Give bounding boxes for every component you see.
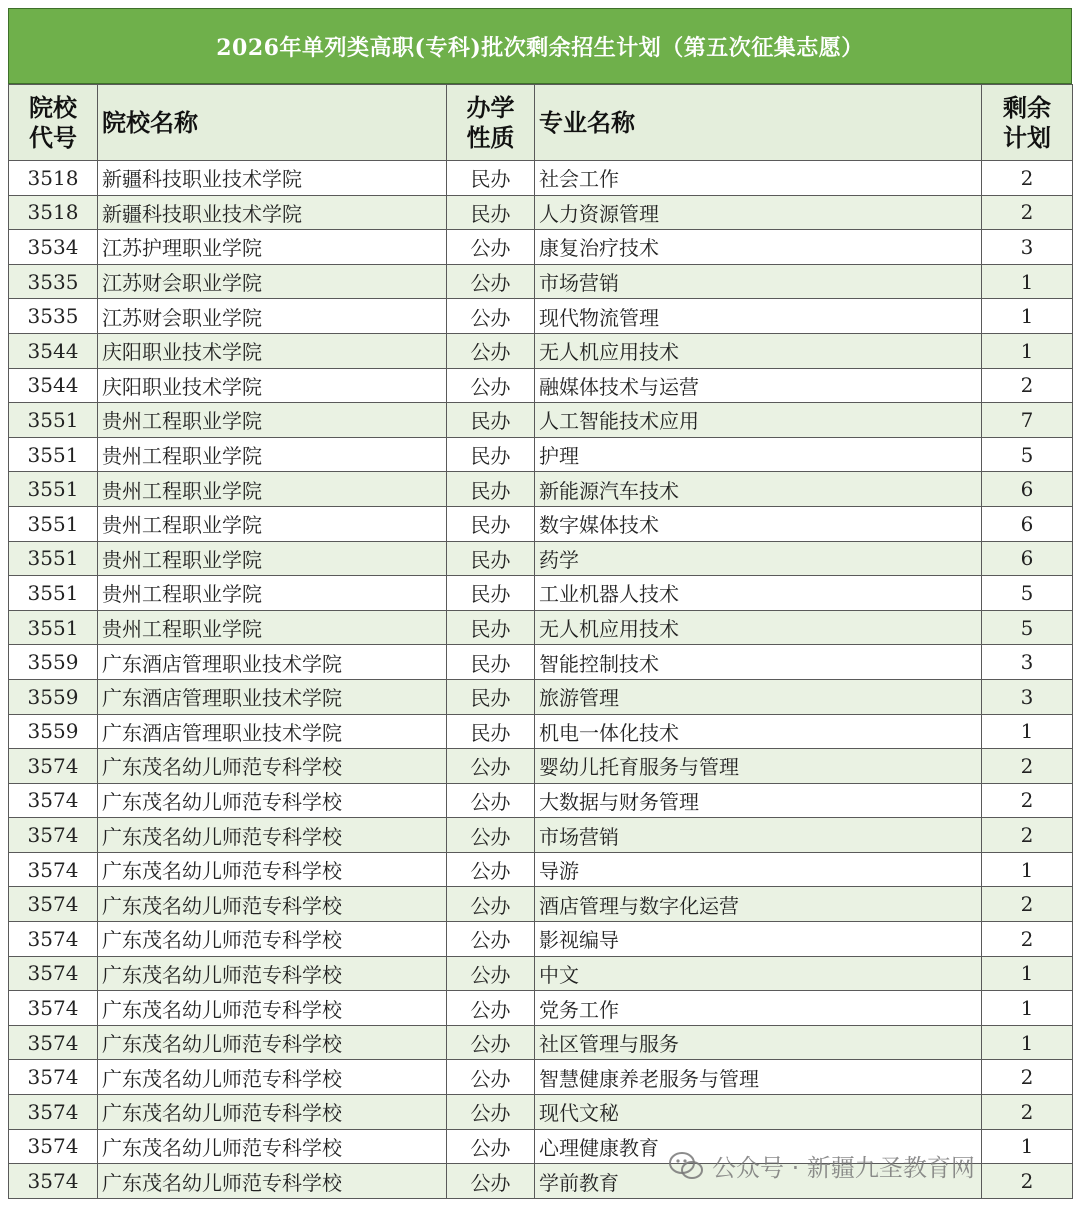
table-row	[9, 264, 1073, 299]
table-row	[9, 195, 1073, 230]
table-row	[9, 506, 1073, 541]
cell-type: 公办	[447, 852, 535, 887]
cell-major: 人力资源管理	[535, 195, 982, 230]
cell-code: 3551	[9, 576, 98, 611]
table-body	[9, 161, 1073, 1199]
table-row	[9, 852, 1073, 887]
cell-code: 3574	[9, 991, 98, 1026]
table-row	[9, 887, 1073, 922]
cell-remaining: 1	[982, 333, 1073, 368]
cell-type: 民办	[447, 506, 535, 541]
cell-code: 3544	[9, 333, 98, 368]
cell-name: 贵州工程职业学院	[98, 403, 447, 438]
cell-name: 广东茂名幼儿师范专科学校	[98, 1164, 447, 1199]
cell-type: 公办	[447, 1025, 535, 1060]
cell-name: 广东茂名幼儿师范专科学校	[98, 818, 447, 853]
cell-major: 大数据与财务管理	[535, 783, 982, 818]
cell-remaining: 6	[982, 541, 1073, 576]
cell-code: 3574	[9, 1129, 98, 1164]
cell-type: 公办	[447, 991, 535, 1026]
cell-remaining: 2	[982, 161, 1073, 196]
cell-code: 3559	[9, 679, 98, 714]
cell-major: 工业机器人技术	[535, 576, 982, 611]
table-row	[9, 1025, 1073, 1060]
cell-type: 民办	[447, 195, 535, 230]
cell-remaining: 6	[982, 506, 1073, 541]
cell-code: 3574	[9, 783, 98, 818]
cell-name: 江苏护理职业学院	[98, 230, 447, 265]
cell-code: 3574	[9, 956, 98, 991]
cell-name: 广东茂名幼儿师范专科学校	[98, 783, 447, 818]
cell-remaining: 1	[982, 264, 1073, 299]
cell-remaining: 2	[982, 922, 1073, 957]
cell-code: 3574	[9, 818, 98, 853]
cell-code: 3551	[9, 610, 98, 645]
header-remaining	[982, 85, 1073, 161]
cell-remaining: 3	[982, 679, 1073, 714]
cell-remaining: 2	[982, 195, 1073, 230]
cell-name: 广东茂名幼儿师范专科学校	[98, 991, 447, 1026]
cell-code: 3574	[9, 852, 98, 887]
cell-remaining: 2	[982, 783, 1073, 818]
cell-code: 3551	[9, 472, 98, 507]
cell-code: 3574	[9, 1164, 98, 1199]
cell-major: 智慧健康养老服务与管理	[535, 1060, 982, 1095]
cell-remaining: 5	[982, 610, 1073, 645]
cell-major: 市场营销	[535, 264, 982, 299]
cell-major: 无人机应用技术	[535, 610, 982, 645]
cell-code: 3574	[9, 1025, 98, 1060]
table-row	[9, 576, 1073, 611]
cell-name: 广东茂名幼儿师范专科学校	[98, 887, 447, 922]
cell-remaining: 2	[982, 368, 1073, 403]
watermark-text: 公众号 · 新疆九圣教育网	[712, 1154, 975, 1182]
cell-remaining: 2	[982, 1060, 1073, 1095]
cell-type: 公办	[447, 264, 535, 299]
cell-code: 3574	[9, 922, 98, 957]
cell-remaining: 1	[982, 714, 1073, 749]
cell-major: 无人机应用技术	[535, 333, 982, 368]
table-row	[9, 333, 1073, 368]
header-type	[447, 85, 535, 161]
header-code-line1: 院校	[29, 92, 77, 122]
table-row	[9, 472, 1073, 507]
cell-type: 公办	[447, 1164, 535, 1199]
cell-type: 民办	[447, 403, 535, 438]
cell-remaining: 1	[982, 991, 1073, 1026]
cell-code: 3518	[9, 161, 98, 196]
cell-major: 旅游管理	[535, 679, 982, 714]
cell-code: 3518	[9, 195, 98, 230]
cell-code: 3559	[9, 714, 98, 749]
cell-major: 融媒体技术与运营	[535, 368, 982, 403]
cell-name: 广东茂名幼儿师范专科学校	[98, 852, 447, 887]
cell-type: 民办	[447, 541, 535, 576]
cell-major: 现代文秘	[535, 1095, 982, 1130]
cell-name: 广东茂名幼儿师范专科学校	[98, 922, 447, 957]
table-title: 2026年单列类高职(专科)批次剩余招生计划（第五次征集志愿）	[8, 8, 1072, 84]
cell-code: 3535	[9, 264, 98, 299]
cell-remaining: 7	[982, 403, 1073, 438]
table-row	[9, 299, 1073, 334]
cell-type: 公办	[447, 1060, 535, 1095]
cell-remaining: 1	[982, 956, 1073, 991]
table-row	[9, 714, 1073, 749]
cell-major: 导游	[535, 852, 982, 887]
header-name: 院校名称	[98, 85, 447, 161]
table-row	[9, 1164, 1073, 1199]
cell-type: 民办	[447, 714, 535, 749]
header-code	[9, 85, 98, 161]
table-row	[9, 922, 1073, 957]
cell-major: 心理健康教育	[535, 1129, 982, 1164]
cell-remaining: 1	[982, 852, 1073, 887]
cell-type: 公办	[447, 368, 535, 403]
cell-remaining: 2	[982, 1164, 1073, 1199]
cell-type: 民办	[447, 679, 535, 714]
cell-major: 康复治疗技术	[535, 230, 982, 265]
cell-code: 3551	[9, 437, 98, 472]
cell-type: 民办	[447, 576, 535, 611]
cell-type: 公办	[447, 1095, 535, 1130]
cell-remaining: 1	[982, 299, 1073, 334]
cell-code: 3574	[9, 887, 98, 922]
cell-name: 贵州工程职业学院	[98, 610, 447, 645]
cell-code: 3574	[9, 1060, 98, 1095]
cell-remaining: 3	[982, 645, 1073, 680]
cell-name: 江苏财会职业学院	[98, 299, 447, 334]
cell-remaining: 1	[982, 1129, 1073, 1164]
table-row	[9, 368, 1073, 403]
cell-major: 中文	[535, 956, 982, 991]
cell-major: 影视编导	[535, 922, 982, 957]
cell-major: 智能控制技术	[535, 645, 982, 680]
cell-name: 广东茂名幼儿师范专科学校	[98, 1129, 447, 1164]
cell-name: 广东茂名幼儿师范专科学校	[98, 1095, 447, 1130]
cell-code: 3559	[9, 645, 98, 680]
cell-name: 庆阳职业技术学院	[98, 368, 447, 403]
table-row	[9, 645, 1073, 680]
cell-type: 民办	[447, 610, 535, 645]
cell-code: 3574	[9, 1095, 98, 1130]
cell-type: 民办	[447, 437, 535, 472]
cell-major: 党务工作	[535, 991, 982, 1026]
cell-remaining: 3	[982, 230, 1073, 265]
spreadsheet	[8, 8, 1072, 1199]
cell-name: 广东茂名幼儿师范专科学校	[98, 749, 447, 784]
table-row	[9, 161, 1073, 196]
table-row	[9, 1129, 1073, 1164]
header-type-line2: 性质	[466, 122, 515, 152]
cell-remaining: 6	[982, 472, 1073, 507]
cell-major: 护理	[535, 437, 982, 472]
table-row	[9, 230, 1073, 265]
cell-major: 机电一体化技术	[535, 714, 982, 749]
cell-type: 公办	[447, 818, 535, 853]
header-code-line2: 代号	[29, 122, 77, 152]
cell-major: 酒店管理与数字化运营	[535, 887, 982, 922]
cell-name: 广东茂名幼儿师范专科学校	[98, 1060, 447, 1095]
cell-major: 数字媒体技术	[535, 506, 982, 541]
header-remaining-line2: 计划	[1003, 122, 1051, 152]
cell-type: 公办	[447, 783, 535, 818]
table-row	[9, 1095, 1073, 1130]
cell-type: 公办	[447, 1129, 535, 1164]
table-row	[9, 818, 1073, 853]
cell-type: 公办	[447, 922, 535, 957]
cell-name: 新疆科技职业技术学院	[98, 195, 447, 230]
header-major: 专业名称	[535, 85, 982, 161]
cell-remaining: 1	[982, 1025, 1073, 1060]
cell-type: 民办	[447, 472, 535, 507]
cell-type: 公办	[447, 299, 535, 334]
cell-major: 现代物流管理	[535, 299, 982, 334]
cell-type: 公办	[447, 333, 535, 368]
cell-major: 药学	[535, 541, 982, 576]
enrollment-table	[8, 84, 1073, 1199]
cell-name: 广东茂名幼儿师范专科学校	[98, 1025, 447, 1060]
cell-type: 公办	[447, 956, 535, 991]
table-row	[9, 679, 1073, 714]
cell-remaining: 2	[982, 887, 1073, 922]
cell-name: 贵州工程职业学院	[98, 506, 447, 541]
cell-major: 人工智能技术应用	[535, 403, 982, 438]
cell-remaining: 2	[982, 749, 1073, 784]
cell-name: 广东茂名幼儿师范专科学校	[98, 956, 447, 991]
cell-code: 3535	[9, 299, 98, 334]
cell-major: 婴幼儿托育服务与管理	[535, 749, 982, 784]
table-row	[9, 403, 1073, 438]
table-row	[9, 610, 1073, 645]
cell-name: 贵州工程职业学院	[98, 472, 447, 507]
cell-name: 广东酒店管理职业技术学院	[98, 714, 447, 749]
cell-name: 江苏财会职业学院	[98, 264, 447, 299]
table-row	[9, 991, 1073, 1026]
header-row	[9, 85, 1073, 161]
cell-type: 民办	[447, 645, 535, 680]
cell-name: 贵州工程职业学院	[98, 576, 447, 611]
table-row	[9, 1060, 1073, 1095]
table-row	[9, 437, 1073, 472]
cell-major: 社区管理与服务	[535, 1025, 982, 1060]
cell-major: 学前教育	[535, 1164, 982, 1199]
cell-name: 贵州工程职业学院	[98, 437, 447, 472]
cell-code: 3544	[9, 368, 98, 403]
cell-code: 3551	[9, 506, 98, 541]
cell-code: 3534	[9, 230, 98, 265]
table-row	[9, 541, 1073, 576]
cell-type: 民办	[447, 161, 535, 196]
table-row	[9, 783, 1073, 818]
cell-type: 公办	[447, 887, 535, 922]
cell-remaining: 5	[982, 437, 1073, 472]
cell-name: 庆阳职业技术学院	[98, 333, 447, 368]
cell-code: 3551	[9, 403, 98, 438]
cell-code: 3574	[9, 749, 98, 784]
cell-remaining: 2	[982, 1095, 1073, 1130]
cell-remaining: 5	[982, 576, 1073, 611]
cell-major: 新能源汽车技术	[535, 472, 982, 507]
header-type-line1: 办学	[466, 92, 515, 122]
cell-remaining: 2	[982, 818, 1073, 853]
header-remaining-line1: 剩余	[1003, 92, 1051, 122]
cell-major: 市场营销	[535, 818, 982, 853]
cell-name: 新疆科技职业技术学院	[98, 161, 447, 196]
table-row	[9, 956, 1073, 991]
table-row	[9, 749, 1073, 784]
cell-name: 贵州工程职业学院	[98, 541, 447, 576]
cell-major: 社会工作	[535, 161, 982, 196]
cell-type: 公办	[447, 230, 535, 265]
cell-type: 公办	[447, 749, 535, 784]
cell-code: 3551	[9, 541, 98, 576]
cell-name: 广东酒店管理职业技术学院	[98, 645, 447, 680]
cell-name: 广东酒店管理职业技术学院	[98, 679, 447, 714]
